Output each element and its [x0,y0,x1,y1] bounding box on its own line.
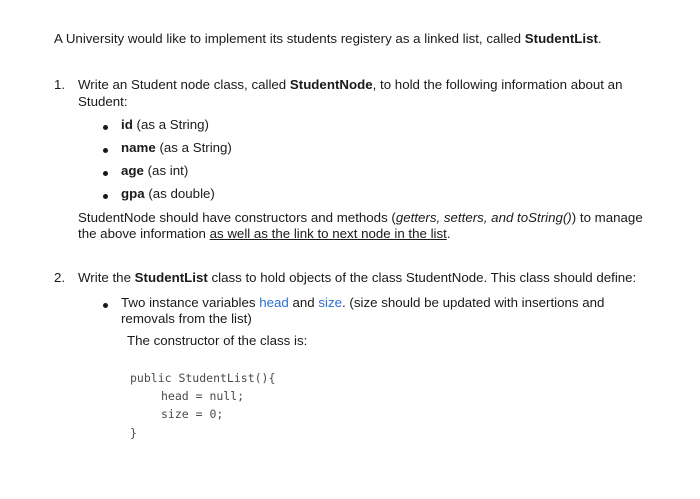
field-name: id [121,117,133,132]
field-desc: (as int) [143,163,189,178]
q2-b1-and: and [288,295,319,310]
q1-p1-b: ) to manage [571,210,643,225]
field-item [121,186,215,202]
bullet-icon [103,303,108,308]
bullet-icon [103,171,108,176]
q1-p2-underline: as well as the link to next node in the list [209,226,447,241]
field-item [121,163,188,179]
q2-bullet-line2: removals from the list) [121,311,252,326]
q1-p2-b: . [446,226,451,241]
code-line: size = 0; [161,407,224,421]
q2-b1-a: Two instance variables [121,295,260,310]
intro-text: A University would like to implement its students registery as a linked list, called [54,31,525,46]
bullet-icon [103,125,108,130]
q2-line1 [78,270,636,286]
field-desc: (as double) [144,186,215,201]
field-item [121,117,209,133]
field-name: gpa [121,186,145,201]
bullet-icon [103,148,108,153]
q1-paragraph-line2 [78,226,451,242]
q1-paragraph-line1 [78,210,643,226]
field-item [121,140,232,156]
q1-line1-b: , to hold the following information about an [372,77,623,92]
code-line: } [130,426,137,440]
q1-line1-a: Write an Student node class, called [78,77,290,92]
q2-line1-b: class to hold objects of the class StudentNode. This class should define: [207,270,637,285]
field-name: name [121,140,156,155]
field-name: age [121,163,144,178]
q2-b1-b: . (size should be updated with insertions and [342,295,605,310]
field-desc: (as a String) [155,140,232,155]
q2-b1-size: size [318,295,343,310]
intro-bold: StudentList [524,31,598,46]
q2-number: 2. [54,270,66,285]
q1-p1-a: StudentNode should have constructors and methods ( [78,210,396,225]
q1-line2: Student: [78,94,128,109]
q1-line1-bold: StudentNode [289,77,373,92]
q1-line1 [78,77,622,93]
intro-paragraph [54,31,602,47]
q2-bullet-line1 [121,295,604,311]
intro-end: . [597,31,602,46]
q2-line1-a: Write the [78,270,135,285]
q2-line1-bold: StudentList [134,270,208,285]
constructor-text: The constructor of the class is: [127,333,308,348]
bullet-icon [103,194,108,199]
code-line: public StudentList(){ [130,371,276,385]
q1-p2-a: the above information [78,226,210,241]
field-desc: (as a String) [132,117,209,132]
q1-number: 1. [54,77,66,92]
q2-b1-head: head [259,295,289,310]
q1-p1-italic: getters, setters, and toString() [395,210,572,225]
code-line: head = null; [161,389,245,403]
